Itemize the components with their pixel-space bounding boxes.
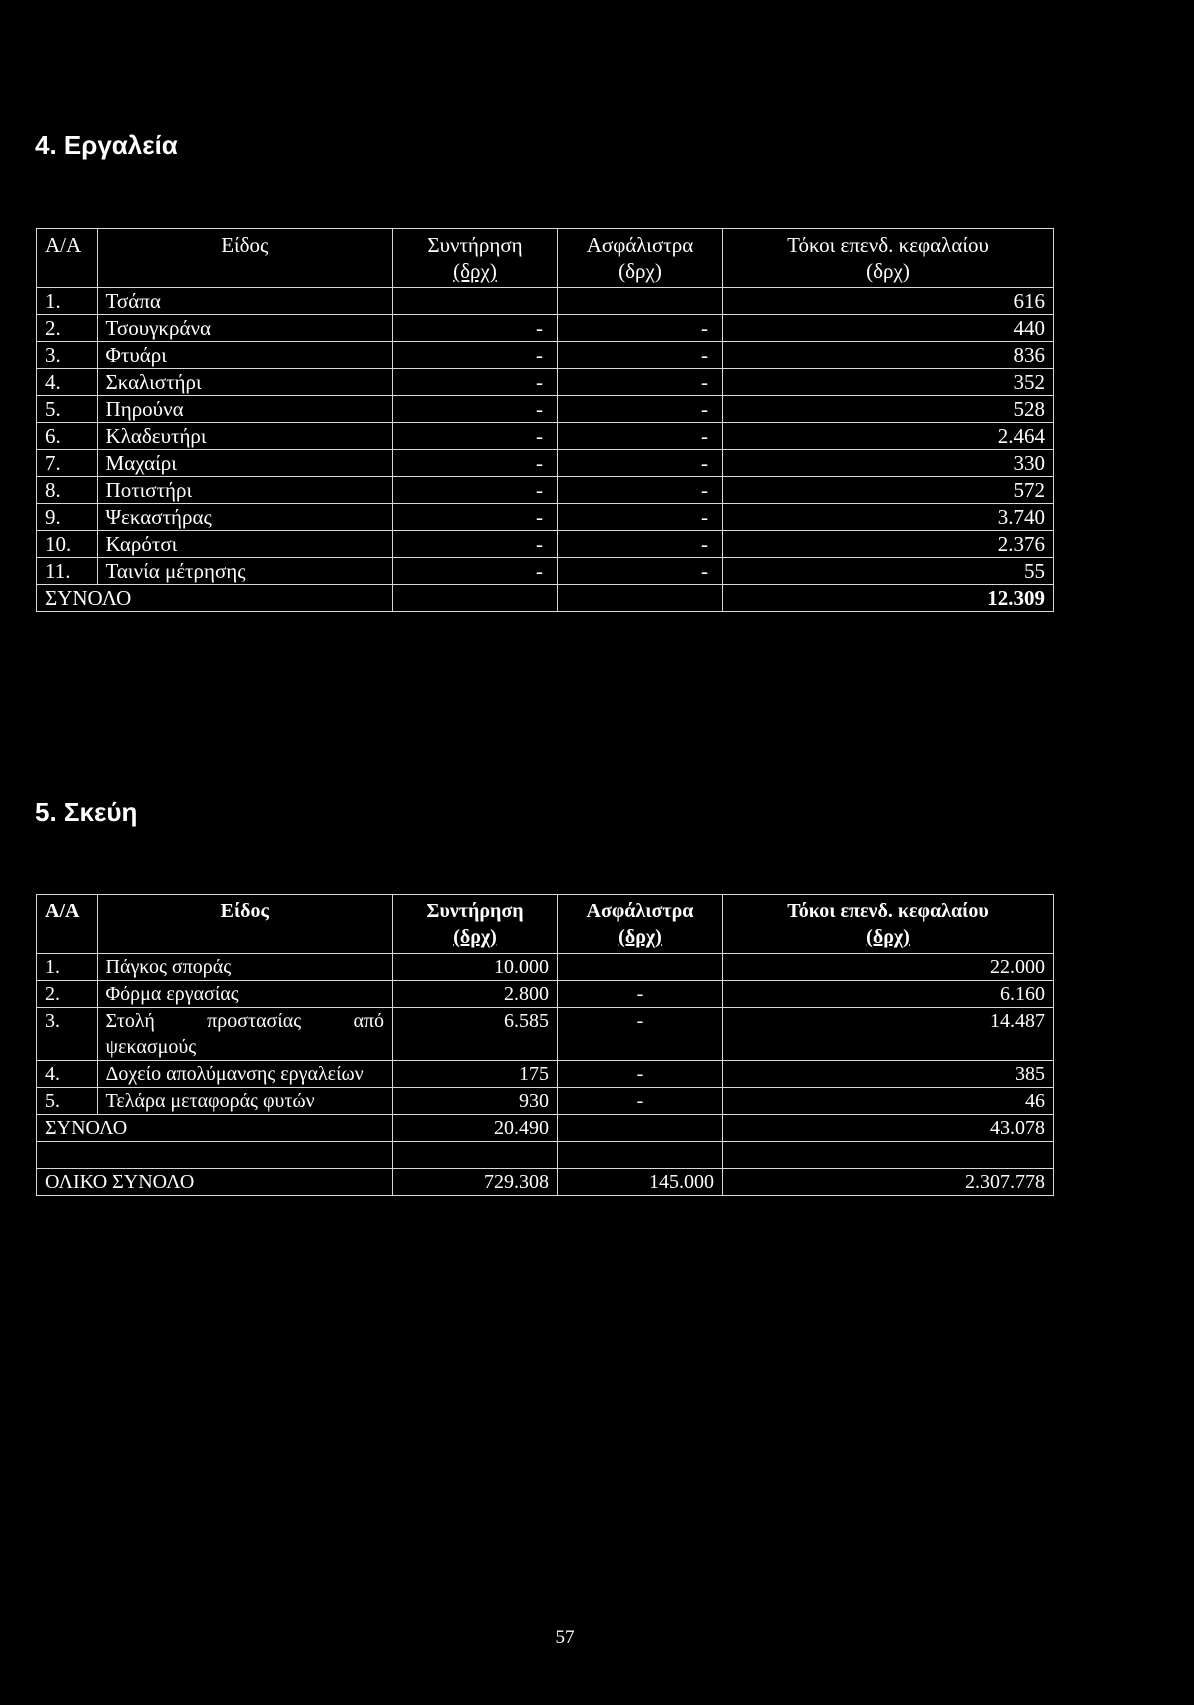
row-insurance: -	[558, 450, 723, 477]
row-item: Κλαδευτήρι	[97, 423, 392, 450]
row-item: Δοχείο απολύμανσης εργαλείων	[97, 1061, 392, 1088]
row-maintenance: -	[393, 423, 558, 450]
row-insurance: -	[558, 981, 723, 1008]
header-interest: Τόκοι επενδ. κεφαλαίου (δρχ)	[722, 895, 1053, 954]
table-row	[37, 315, 1054, 342]
row-interest: 55	[722, 558, 1053, 585]
row-interest: 2.376	[722, 531, 1053, 558]
row-insurance: -	[558, 477, 723, 504]
row-interest: 528	[722, 396, 1053, 423]
row-item: Ταινία μέτρησης	[97, 558, 392, 585]
equipment-table	[36, 894, 1054, 1196]
header-insurance: Ασφάλιστρα (δρχ)	[558, 895, 723, 954]
row-aa: 8.	[37, 477, 98, 504]
row-aa: 10.	[37, 531, 98, 558]
table-row	[37, 954, 1054, 981]
header-item: Είδος	[97, 229, 392, 288]
grand-total-maintenance: 729.308	[393, 1169, 558, 1196]
total-label: ΣΥΝΟΛΟ	[37, 585, 393, 612]
grand-total-insurance: 145.000	[558, 1169, 723, 1196]
row-insurance: -	[558, 1061, 723, 1088]
row-maintenance: 175	[393, 1061, 558, 1088]
table-row	[37, 558, 1054, 585]
row-maintenance: -	[393, 315, 558, 342]
row-maintenance: 10.000	[393, 954, 558, 981]
row-item: Τσάπα	[97, 288, 392, 315]
table-row	[37, 450, 1054, 477]
row-insurance: -	[558, 423, 723, 450]
header-aa: Α/Α	[37, 229, 98, 288]
row-insurance: -	[558, 504, 723, 531]
row-insurance: -	[558, 531, 723, 558]
row-insurance: -	[558, 342, 723, 369]
row-item: Καρότσι	[97, 531, 392, 558]
total-maintenance: 20.490	[393, 1115, 558, 1142]
row-interest: 440	[722, 315, 1053, 342]
row-maintenance: 2.800	[393, 981, 558, 1008]
row-interest: 330	[722, 450, 1053, 477]
table-row	[37, 477, 1054, 504]
row-interest: 352	[722, 369, 1053, 396]
row-aa: 4.	[37, 1061, 98, 1088]
row-aa: 6.	[37, 423, 98, 450]
row-aa: 1.	[37, 954, 98, 981]
row-interest: 3.740	[722, 504, 1053, 531]
table-row	[37, 531, 1054, 558]
row-interest: 836	[722, 342, 1053, 369]
row-item: Ποτιστήρι	[97, 477, 392, 504]
row-maintenance: 6.585	[393, 1008, 558, 1061]
row-item: Φόρμα εργασίας	[97, 981, 392, 1008]
row-insurance: -	[558, 315, 723, 342]
header-aa: Α/Α	[37, 895, 98, 954]
row-maintenance: -	[393, 396, 558, 423]
total-row	[37, 585, 1054, 612]
table-header-row	[37, 895, 1054, 954]
row-interest: 14.487	[722, 1008, 1053, 1061]
table-row	[37, 1088, 1054, 1115]
table-row	[37, 1008, 1054, 1061]
row-interest: 385	[722, 1061, 1053, 1088]
table-row	[37, 369, 1054, 396]
header-maintenance: Συντήρηση (δρχ)	[393, 229, 558, 288]
grand-total-label: ΟΛΙΚΟ ΣΥΝΟΛΟ	[37, 1169, 393, 1196]
grand-total-row	[37, 1169, 1054, 1196]
total-row	[37, 1115, 1054, 1142]
row-aa: 5.	[37, 396, 98, 423]
row-maintenance: -	[393, 369, 558, 396]
row-aa: 5.	[37, 1088, 98, 1115]
total-insurance	[558, 585, 723, 612]
row-item: Τσουγκράνα	[97, 315, 392, 342]
row-insurance: -	[558, 396, 723, 423]
row-item: Τελάρα μεταφοράς φυτών	[97, 1088, 392, 1115]
section-title-tools: 4. Εργαλεία	[35, 130, 178, 160]
table-row	[37, 981, 1054, 1008]
row-interest: 46	[722, 1088, 1053, 1115]
row-maintenance: -	[393, 450, 558, 477]
table-row	[37, 396, 1054, 423]
total-label: ΣΥΝΟΛΟ	[37, 1115, 393, 1142]
table-row	[37, 1061, 1054, 1088]
row-aa: 7.	[37, 450, 98, 477]
table-row	[37, 342, 1054, 369]
tools-table	[36, 228, 1054, 612]
row-aa: 2.	[37, 981, 98, 1008]
row-insurance: -	[558, 1088, 723, 1115]
total-interest: 43.078	[722, 1115, 1053, 1142]
row-aa: 9.	[37, 504, 98, 531]
row-interest: 616	[722, 288, 1053, 315]
row-item: Πηρούνα	[97, 396, 392, 423]
row-item: Πάγκος σποράς	[97, 954, 392, 981]
row-item: Στολή προστασίας από ψεκασμούς	[97, 1008, 392, 1061]
row-insurance: -	[558, 369, 723, 396]
row-interest: 6.160	[722, 981, 1053, 1008]
row-aa: 11.	[37, 558, 98, 585]
row-maintenance	[393, 288, 558, 315]
total-interest: 12.309	[722, 585, 1053, 612]
row-maintenance: -	[393, 504, 558, 531]
row-aa: 1.	[37, 288, 98, 315]
row-maintenance: 930	[393, 1088, 558, 1115]
row-insurance: -	[558, 1008, 723, 1061]
header-interest: Τόκοι επενδ. κεφαλαίου (δρχ)	[722, 229, 1053, 288]
row-insurance: -	[558, 558, 723, 585]
spacer-row	[37, 1142, 1054, 1169]
row-item: Μαχαίρι	[97, 450, 392, 477]
row-aa: 3.	[37, 342, 98, 369]
row-aa: 4.	[37, 369, 98, 396]
row-item: Ψεκαστήρας	[97, 504, 392, 531]
header-item: Είδος	[97, 895, 392, 954]
row-insurance	[558, 288, 723, 315]
row-maintenance: -	[393, 477, 558, 504]
row-aa: 3.	[37, 1008, 98, 1061]
row-item: Φτυάρι	[97, 342, 392, 369]
row-aa: 2.	[37, 315, 98, 342]
page-number: 57	[555, 1627, 575, 1648]
section-title-equipment: 5. Σκεύη	[35, 797, 138, 827]
header-insurance: Ασφάλιστρα (δρχ)	[558, 229, 723, 288]
total-maintenance	[393, 585, 558, 612]
row-item: Σκαλιστήρι	[97, 369, 392, 396]
table-row	[37, 288, 1054, 315]
row-maintenance: -	[393, 558, 558, 585]
row-insurance	[558, 954, 723, 981]
grand-total-interest: 2.307.778	[722, 1169, 1053, 1196]
table-row	[37, 423, 1054, 450]
row-interest: 572	[722, 477, 1053, 504]
row-maintenance: -	[393, 531, 558, 558]
table-header-row	[37, 229, 1054, 288]
row-interest: 22.000	[722, 954, 1053, 981]
header-maintenance: Συντήρηση (δρχ)	[393, 895, 558, 954]
row-maintenance: -	[393, 342, 558, 369]
row-interest: 2.464	[722, 423, 1053, 450]
total-insurance	[558, 1115, 723, 1142]
table-row	[37, 504, 1054, 531]
